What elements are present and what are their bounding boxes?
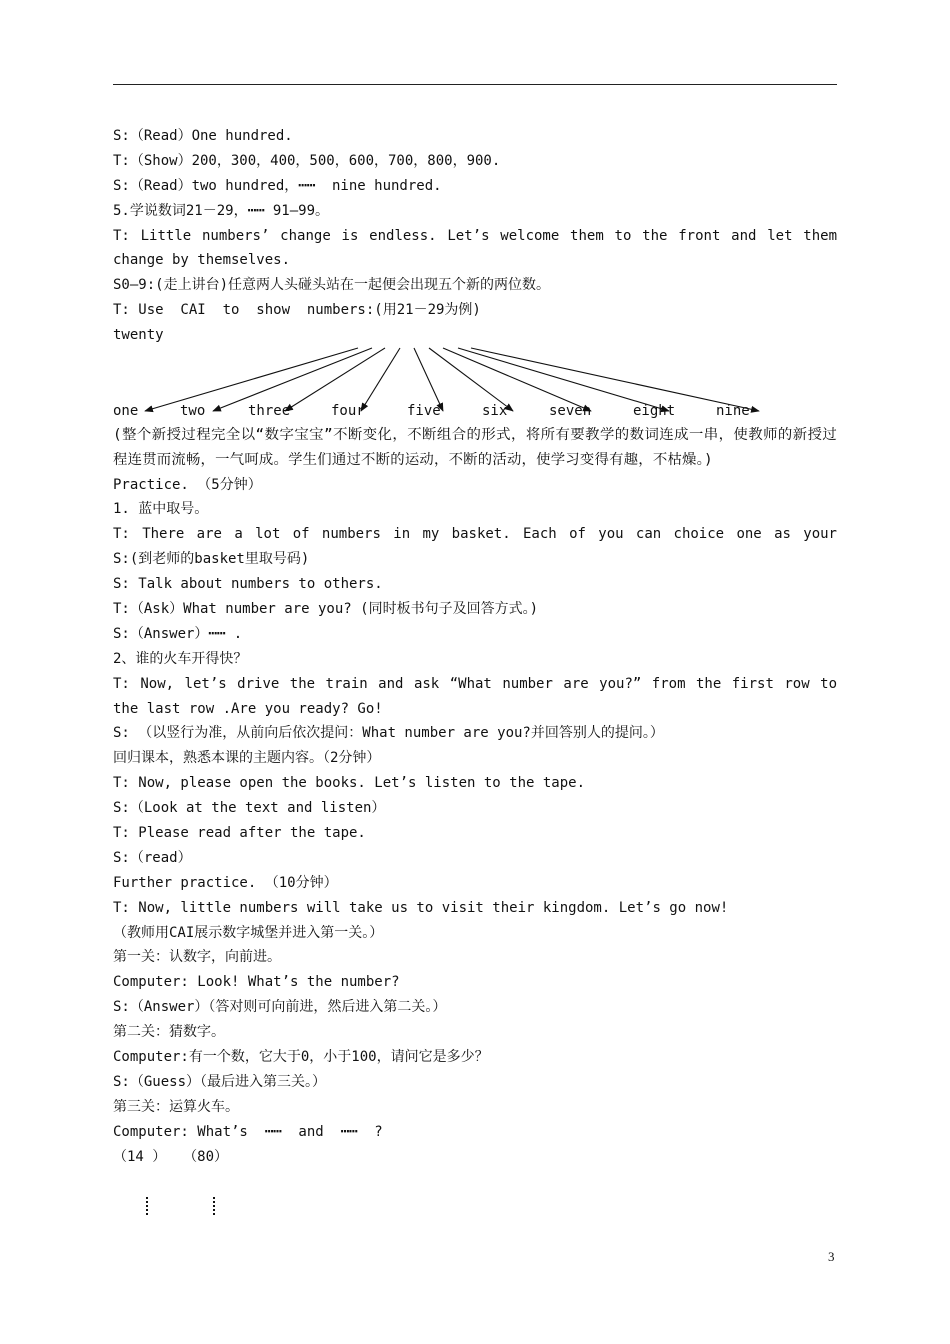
text-line: S:（Look at the text and listen） bbox=[113, 800, 386, 817]
diagram-word-two: two bbox=[180, 403, 206, 420]
diagram-arrow bbox=[285, 348, 385, 411]
section-heading: Practice. （5分钟） bbox=[113, 476, 262, 493]
commentary-paragraph: (整个新授过程完全以“数字宝宝”不断变化，不断组合的形式，将所有要教学的数词连成一串，使教师的新授过程连贯而流畅，一气呵成。学生们通过不断的运动，不断的活动，使学习变得有趣，不枯燥。) bbox=[113, 426, 837, 468]
document-body bbox=[113, 124, 837, 1169]
diagram-word-three: three bbox=[248, 403, 291, 420]
text-line: 回归课本，熟悉本课的主题内容。（2分钟） bbox=[113, 750, 381, 767]
text-line: 第三关：运算火车。 bbox=[113, 1098, 239, 1115]
text-line: S:（read） bbox=[113, 849, 192, 866]
text-line: change by themselves. bbox=[113, 252, 291, 269]
text-line: Computer: Look! What’s the number? bbox=[113, 974, 400, 991]
section-heading: Further practice. （10分钟） bbox=[113, 874, 338, 891]
diagram-word-nine: nine bbox=[716, 403, 750, 420]
text-line: S:（Read）two hundred，┅┅ nine hundred. bbox=[113, 177, 442, 194]
text-line: T: Now, please open the books. Let’s listen to the tape. bbox=[113, 775, 586, 792]
diagram-arrow bbox=[443, 348, 591, 411]
text-line: S: （以竖行为准，从前向后依次提问：What number are you?并回答别人的提问。） bbox=[113, 725, 664, 742]
diagram-word-one: one bbox=[113, 403, 139, 420]
diagram-arrow bbox=[145, 348, 358, 411]
text-line: S: Talk about numbers to others. bbox=[113, 576, 383, 593]
text-line: （教师用CAI展示数字城堡并进入第一关。） bbox=[113, 924, 384, 941]
diagram-arrow bbox=[429, 348, 513, 411]
diagram-arrow bbox=[471, 348, 759, 411]
header-rule bbox=[113, 84, 837, 85]
diagram-word-seven: seven bbox=[549, 403, 592, 420]
diagram-arrow bbox=[361, 348, 400, 411]
text-line: T:（Ask）What number are you? (同时板书句子及回答方式。) bbox=[113, 600, 539, 617]
diagram-root-word: twenty bbox=[113, 327, 164, 344]
text-line: Computer:有一个数，它大于0，小于100，请问它是多少？ bbox=[113, 1049, 489, 1065]
page-number: 3 bbox=[828, 1249, 835, 1264]
text-line: the last row .Are you ready? Go! bbox=[113, 700, 383, 717]
text-line: 5.学说数词21－29，┅┅ 91—99。 bbox=[113, 202, 330, 219]
diagram-arrow bbox=[213, 348, 372, 411]
text-line: 1. 蓝中取号。 bbox=[113, 501, 209, 518]
text-line: T: Use CAI to show numbers:(用21－29为例) bbox=[113, 302, 481, 319]
text-line: Computer: What’s ┅┅ and ┅┅ ? bbox=[113, 1123, 383, 1140]
diagram-word-eight: eight bbox=[633, 403, 676, 420]
text-line: S:（Answer）┅┅ . bbox=[113, 625, 243, 642]
number-combination-diagram bbox=[113, 348, 837, 423]
dotted-connector bbox=[213, 1197, 215, 1215]
text-line: S:(到老师的basket里取号码) bbox=[113, 551, 310, 568]
diagram-word-six: six bbox=[482, 403, 508, 420]
diagram-arrow bbox=[414, 348, 443, 411]
text-line: T: Please read after the tape. bbox=[113, 824, 366, 841]
text-line: S:（Read）One hundred. bbox=[113, 128, 293, 144]
text-line: S:（Answer）（答对则可向前进，然后进入第二关。） bbox=[113, 999, 447, 1016]
text-line: S0—9:(走上讲台)任意两人头碰头站在一起便会出现五个新的两位数。 bbox=[113, 277, 550, 294]
text-line: S:（Guess）（最后进入第三关。） bbox=[113, 1073, 327, 1090]
text-line: T:（Show）200，300，400，500，600，700，800，900. bbox=[113, 152, 501, 169]
text-line: （14 ） （80） bbox=[113, 1148, 229, 1165]
diagram-arrow bbox=[458, 348, 669, 411]
diagram-word-four: four bbox=[331, 403, 365, 420]
diagram-word-five: five bbox=[407, 403, 441, 420]
text-line: T: There are a lot of numbers in my basket. Each of you can choice one as your bbox=[113, 526, 837, 543]
dotted-connector bbox=[146, 1197, 148, 1215]
text-line: T: Now, little numbers will take us to visit their kingdom. Let’s go now! bbox=[113, 899, 729, 916]
text-line: 第二关：猜数字。 bbox=[113, 1024, 225, 1041]
text-line: 2、谁的火车开得快？ bbox=[113, 650, 248, 667]
text-line: T: Now, let’s drive the train and ask “What number are you?” from the first row to bbox=[113, 675, 837, 692]
text-line: 第一关：认数字，向前进。 bbox=[113, 949, 281, 966]
text-line: T: Little numbers’ change is endless. Let’s welcome them to the front and let them bbox=[113, 227, 837, 244]
